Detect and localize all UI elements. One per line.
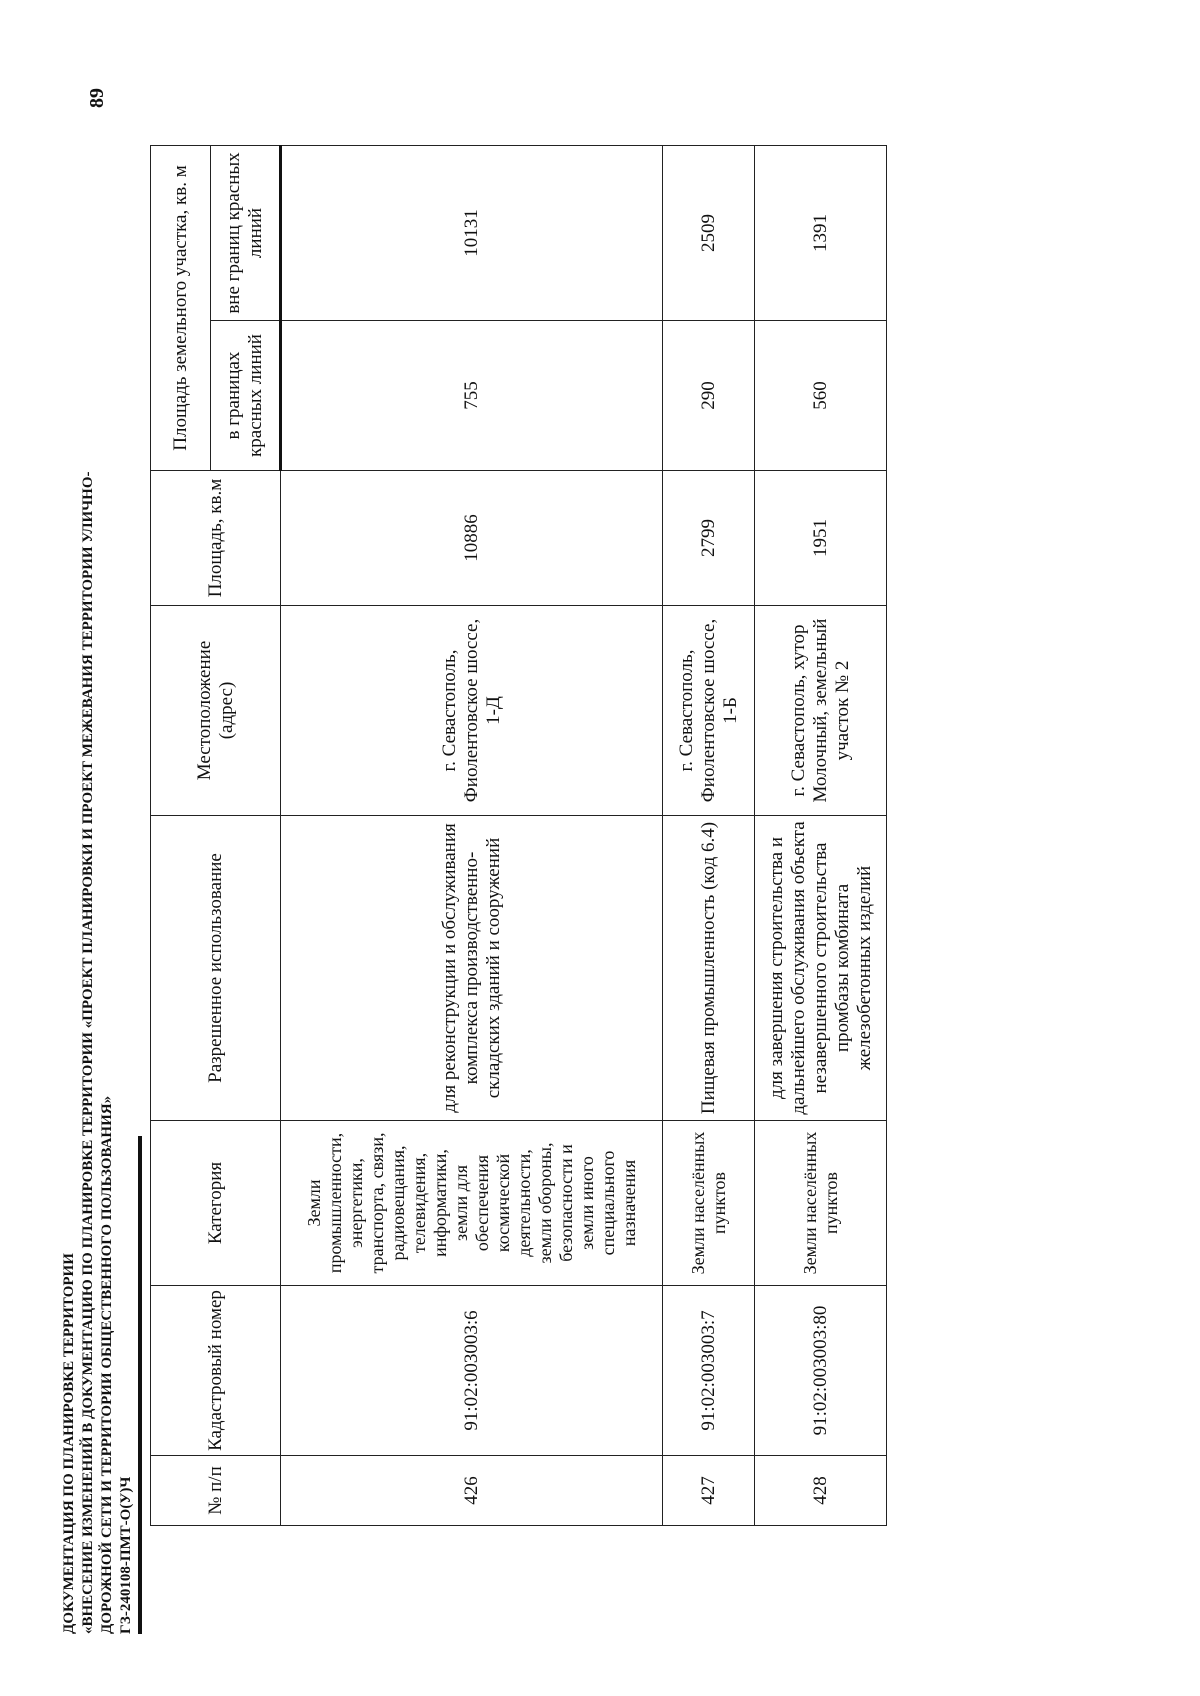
table-row [281,146,663,1526]
header-land-area: Площадь земельного участка, кв. м [151,146,211,471]
cell-area: 10886 [281,471,663,606]
cell-location: г. Севастополь, Фиолентовское шоссе, 1-Б [663,606,755,816]
cell-usage: для завершения строительства и дальнейшего обслуживания объекта незавершенного строительства промбазы комбината железобетонных изделий [755,816,887,1121]
table-row [755,146,887,1526]
header-outside: вне границ красных линий [211,146,281,321]
header-divider [138,1136,142,1634]
header-line-3: ДОРОЖНОЙ СЕТИ И ТЕРРИТОРИИ ОБЩЕСТВЕННОГО ПОЛЬЗОВАНИЯ» [99,1095,115,1634]
header-area: Площадь, кв.м [151,471,281,606]
cell-location: г. Севастополь, Фиолентовское шоссе, 1-Д [281,606,663,816]
document-header [60,334,136,1634]
table-row [663,146,755,1526]
cell-area: 1951 [755,471,887,606]
cell-within: 560 [755,321,887,471]
header-usage: Разрешенное использование [151,816,281,1121]
cell-num: 427 [663,1456,755,1526]
cell-cadastral: 91:02:003003:80 [755,1286,887,1456]
cell-area: 2799 [663,471,755,606]
cell-num: 428 [755,1456,887,1526]
cell-cadastral: 91:02:003003:7 [663,1286,755,1456]
cell-category: Земли населённых пунктов [755,1121,887,1286]
header-category: Категория [151,1121,281,1286]
page-number: 89 [86,88,108,108]
header-line-2: «ВНЕСЕНИЕ ИЗМЕНЕНИЙ В ДОКУМЕНТАЦИЮ ПО ПЛАНИРОВКЕ ТЕРРИТОРИИ «ПРОЕКТ ПЛАНИРОВКИ И ПРОЕКТ МЕЖЕВАНИЯ ТЕРРИТОРИИ УЛИЧНО- [80,471,96,1634]
cell-usage: Пищевая промышленность (код 6.4) [663,816,755,1121]
cell-cadastral: 91:02:003003:6 [281,1286,663,1456]
cell-outside: 10131 [281,146,663,321]
header-line-4: ГЗ-240108-ПМТ-О(У)Ч [118,1476,134,1634]
cell-outside: 2509 [663,146,755,321]
cell-category: Земли промышленности, энергетики, транспорта, связи, радиовещания, телевидения, информатики, земли для обеспечения космической деятельности, земли обороны, безопасности и земли иного специального назначения [281,1121,663,1286]
cell-location: г. Севастополь, хутор Молочный, земельный участок № 2 [755,606,887,816]
header-within: в границах красных линий [211,321,281,471]
cell-outside: 1391 [755,146,887,321]
land-plots-table [150,145,887,1526]
cell-usage: для реконструкции и обслуживания комплекса производственно-складских зданий и сооружений [281,816,663,1121]
header-num: № п/п [151,1456,281,1526]
cell-num: 426 [281,1456,663,1526]
header-location: Местоположение (адрес) [151,606,281,816]
cell-category: Земли населённых пунктов [663,1121,755,1286]
header-cadastral: Кадастровый номер [151,1286,281,1456]
cell-within: 755 [281,321,663,471]
cell-within: 290 [663,321,755,471]
header-line-1: ДОКУМЕНТАЦИЯ ПО ПЛАНИРОВКЕ ТЕРРИТОРИИ [61,1253,77,1634]
